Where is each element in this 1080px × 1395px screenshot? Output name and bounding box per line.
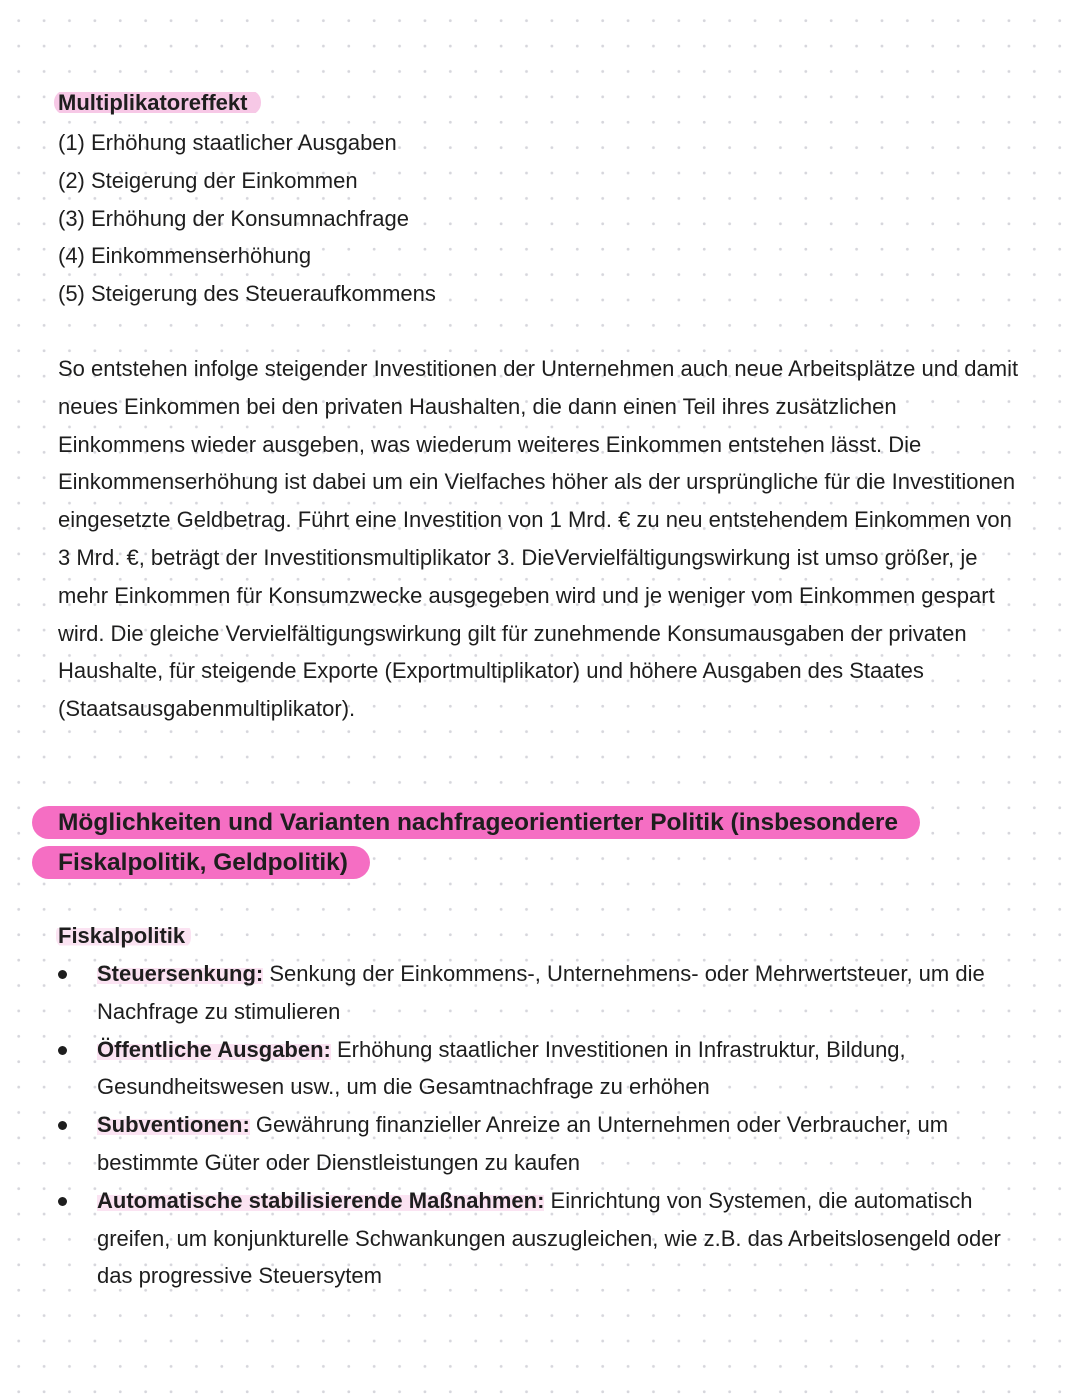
bullet-dot-icon (58, 1197, 67, 1206)
fiscal-measure-text: Senkung der Einkommens-, Unternehmens- oder Mehrwertsteuer, um die Nachfrage zu stimulieren (97, 961, 985, 1024)
fiscal-measure-item (58, 1106, 1023, 1182)
fiscal-measure-term: Subventionen: (97, 1112, 250, 1138)
multiplier-step: (2) Steigerung der Einkommen (58, 167, 358, 193)
fiscal-measure-text: Einrichtung von Systemen, die automatisch greifen, um konjunkturelle Schwankungen auszugleichen, wie z.B. das Arbeitslosengeld oder das progressive Steuersytem (97, 1187, 1001, 1289)
bullet-dot-icon (58, 1121, 67, 1130)
fiscal-measure-term: Steuersenkung: (97, 961, 264, 986)
section-heading-line-2: Fiskalpolitik, Geldpolitik) (32, 846, 370, 879)
fiscal-measure-item (58, 1031, 1023, 1107)
multiplier-heading-text: Multiplikatoreffekt (54, 90, 261, 115)
fiscal-measure-term: Öffentliche Ausgaben: (97, 1036, 331, 1062)
fiscal-measure-item (58, 1182, 1023, 1295)
multiplier-step: (5) Steigerung des Steueraufkommens (58, 281, 436, 307)
fiscal-heading (58, 921, 191, 951)
multiplier-heading (58, 88, 261, 118)
section-heading-line-1: Möglichkeiten und Varianten nachfrageorientierter Politik (insbesondere (32, 806, 920, 839)
fiscal-measure-text: Erhöhung staatlicher Investitionen in Infrastruktur, Bildung, Gesundheitswesen usw., um die Gesamtnachfrage zu erhöhen (97, 1036, 906, 1100)
bullet-dot-icon (58, 1046, 67, 1055)
multiplier-step: (1) Erhöhung staatlicher Ausgaben (58, 130, 397, 155)
fiscal-measures-list (58, 955, 1023, 1295)
fiscal-heading-text: Fiskalpolitik (56, 923, 191, 948)
fiscal-measure-item (58, 955, 1023, 1031)
multiplier-step: (3) Erhöhung der Konsumnachfrage (58, 205, 409, 231)
multiplier-step: (4) Einkommenserhöhung (58, 243, 312, 269)
fiscal-measure-term: Automatische stabilisierende Maßnahmen: (97, 1187, 545, 1213)
bullet-dot-icon (58, 970, 67, 979)
fiscal-measure-text: Gewährung finanzieller Anreize an Unternehmen oder Verbraucher, um bestimmte Güter oder Dienstleistungen zu kaufen (97, 1112, 949, 1175)
multiplier-steps-list (58, 124, 436, 313)
multiplier-paragraph: So entstehen infolge steigender Investitionen der Unternehmen auch neue Arbeitsplätze und damit neues Einkommen bei den privaten Haushalten, die dann einen Teil ihres zusätzlichen Einkommens wieder ausgeben, was wiederum weiteres Einkommen entstehen lässt. Die Einkommenserhöhung ist dabei um ein Vielfaches höher als der ursprüngliche für die Investitionen eingesetzte Geldbetrag. Führt eine Investition von 1 Mrd. € zu neu entstehendem Einkommen von 3 Mrd. €, beträgt der Investitionsmultiplikator 3. DieVervielfältigungswirkung ist umso größer, je mehr Einkommen für Konsumzwecke ausgegeben wird und je weniger vom Einkommen gespart wird. Die gleiche Vervielfältigungswirkung gilt für zunehmende Konsumausgaben der privaten Haushalte, für steigende Exporte (Exportmultiplikator) und höhere Ausgaben des Staates (Staatsausgabenmultiplikator). (58, 356, 1019, 722)
section-heading (32, 804, 992, 883)
